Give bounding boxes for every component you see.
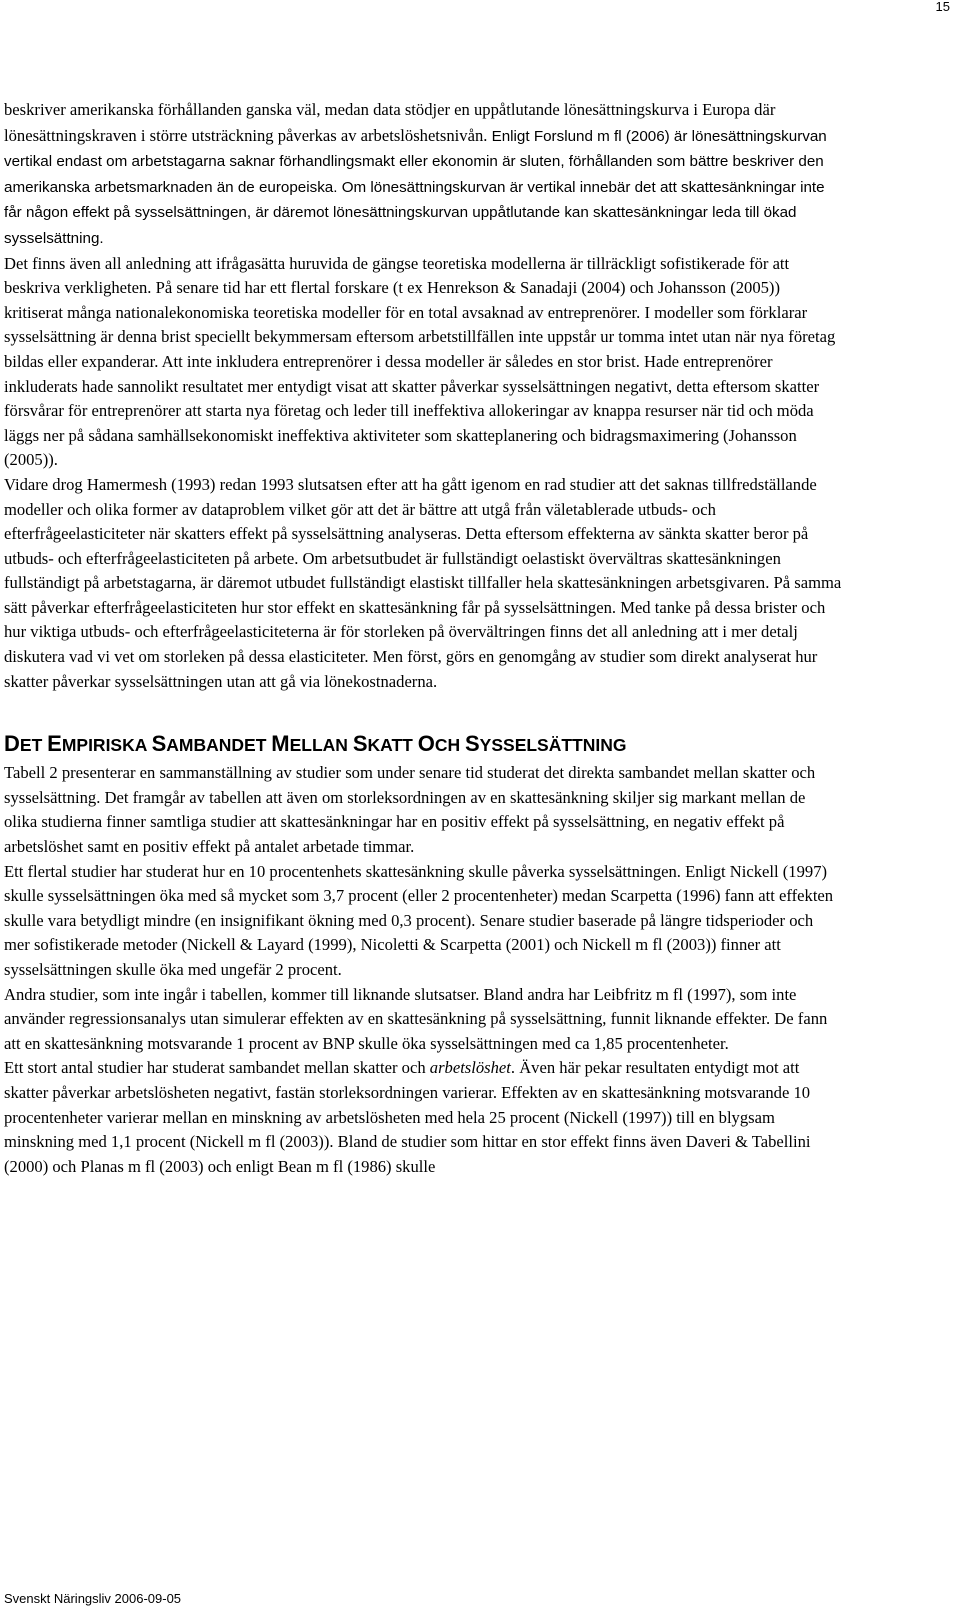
- paragraph-arbetsloshet-after: . Även här pekar resultaten entydigt mot att skatter påverkar arbetslösheten negativt, fastän storleksordningen varierar. Effekten av en skattesänkning motsvarande 10 procentenheter varierar mellan en minskning av arbetslösheten med hela 25 procent (Nickell (1997)) till en blygsam minskning med 1,1 procent (Nickell m fl (2003)). Bland de studier som hittar en stor effekt finns även Daveri & Tabellini (2000) och Planas m fl (2003) och enligt Bean m fl (1986) skulle: [4, 1058, 811, 1176]
- paragraph-arbetsloshet: [4, 1056, 842, 1179]
- paragraph-andra-studier: Andra studier, som inte ingår i tabellen, kommer till liknande slutsatser. Bland andra har Leibfritz m fl (1997), som inte använder regressionsanalys utan simulerar effekten av en skattesänkning på sysselsättning, funnit liknande effekter. De fann att en skattesänkning motsvarande 1 procent av BNP skulle öka sysselsättningen med ca 1,85 procentenheter.: [4, 984, 828, 1053]
- paragraph-arbetsloshet-italic: arbetslöshet: [429, 1058, 511, 1078]
- heading-rest: ET: [19, 735, 48, 756]
- heading-cap: M: [271, 731, 290, 757]
- heading-rest: KATT: [367, 735, 418, 756]
- document-body: [4, 98, 842, 1179]
- heading-rest: ELLAN: [289, 735, 353, 756]
- heading-rest: AMBANDET: [166, 735, 272, 756]
- paragraph-models: Det finns även all anledning att ifrågasätta huruvida de gängse teoretiska modellerna är tillräckligt sofistikerade för att beskriva verkligheten. På senare tid har ett flertal forskare (t ex Henrekson & Sanadaji (2004) och Johansson (2005)) kritiserat många nationalekonomiska teoretiska modeller för en total avsaknad av entreprenörer. I modeller som förklarar sysselsättning är denna brist speciellt bekymmersam eftersom arbetstillfällen inte uppstår ur tomma intet utan när nya företag bildas eller expanderar. Att inte inkludera entreprenörer i dessa modeller är således en stor brist. Hade entreprenörer inkluderats hade sannolikt resultatet mer entydigt visat att skatter påverkar sysselsättningen negativt, detta eftersom skatter försvårar för entreprenörer att starta nya företag och leder till ineffektiva allokeringar av knappa resurser när tid och möda läggs ner på sådana samhällsekonomiskt ineffektiva aktiviteter som skatteplanering och bidragsmaximering (Johansson (2005)).: [4, 253, 836, 470]
- heading-cap: S: [151, 731, 167, 757]
- paragraph-sysselsattning: Ett flertal studier har studerat hur en 10 procentenhets skattesänkning skulle påverka sysselsättningen. Enligt Nickell (1997) skulle sysselsättningen öka med så mycket som 3,7 procent (eller 2 procentenheter) medan Scarpetta (1996) fann att effekten skulle vara betydligt mindre (en insignifikant ökning med 0,3 procent). Senare studier baserade på längre tidsperioder och mer sofistikerade metoder (Nickell & Layard (1999), Nicoletti & Scarpetta (2001) och Nickell m fl (2003)) finner att sysselsättningen skulle öka med ungefär 2 procent.: [4, 861, 834, 979]
- heading-cap: E: [47, 731, 62, 757]
- section-heading: [4, 732, 842, 757]
- paragraph-intro: [4, 98, 842, 252]
- heading-rest: CH: [434, 735, 465, 756]
- paragraph-tabell: Tabell 2 presenterar en sammanställning av studier som under senare tid studerat det direkta sambandet mellan skatter och sysselsättning. Det framgår av tabellen att även om storleksordningen av en skattesänkning skiljer sig markant mellan de olika studierna finner samtliga studier att skattesänkningar har en positiv effekt på sysselsättning, en negativ effekt på arbetslöshet samt en positiv effekt på antalet arbetade timmar.: [4, 763, 816, 857]
- heading-rest: YSSELSÄTTNING: [479, 735, 627, 756]
- page-footer: Svenskt Näringsliv 2006-09-05: [4, 1591, 182, 1606]
- heading-cap: S: [352, 731, 368, 757]
- paragraph-intro-part-a: beskriver amerikanska förhållanden ganska väl, medan data stödjer en uppåtlutande lönesättningskurva i Europa där lönesättningskraven i större utsträckning påverkas av arbetslöshetsnivån.: [4, 100, 776, 145]
- heading-cap: S: [464, 731, 480, 757]
- paragraph-hamermesh: Vidare drog Hamermesh (1993) redan 1993 slutsatsen efter att ha gått igenom en rad studier att det saknas tillfredställande modeller och olika former av dataproblem vilket gör att det är bättre att utgå från väletablerade utbuds- och efterfrågeelasticiteter när skatters effekt på sysselsättning analyseras. Detta eftersom effekterna av sänkta skatter beror på utbuds- och efterfrågeelasticiteten på arbete. Om arbetsutbudet är fullständigt oelastiskt övervältras skattesänkningen fullständigt på arbetstagarna, är däremot utbudet fullständigt elastiskt tillfaller hela skattesänkningen arbetsgivaren. På samma sätt påverkar efterfrågeelasticiteten hur stor effekt en skattesänkning får på sysselsättningen. Med tanke på dessa brister och hur viktiga utbuds- och efterfrågeelasticiteterna är för storleken på övervältringen finns det all anledning att i mer detalj diskutera vad vi vet om storleken på dessa elasticiteter. Men först, görs en genomgång av studier som direkt analyserat hur skatter påverkar sysselsättningen utan att gå via lönekostnaderna.: [4, 474, 842, 691]
- paragraph-arbetsloshet-before: Ett stort antal studier har studerat sambandet mellan skatter och: [4, 1058, 430, 1078]
- heading-cap: D: [4, 731, 20, 757]
- heading-cap: O: [417, 731, 435, 757]
- page-number: 15: [935, 0, 950, 14]
- heading-rest: MPIRISKA: [61, 735, 152, 756]
- paragraph-intro-part-b: Enligt Forslund m fl (2006) är lönesättningskurvan vertikal endast om arbetstagarna saknar förhandlingsmakt eller ekonomin är sluten, förhållanden som bättre beskriver den amerikanska arbetsmarknaden än de europeiska. Om lönesättningskurvan är vertikal innebär det att skattesänkningar inte får någon effekt på sysselsättningen, är däremot lönesättningskurvan uppåtlutande kan skattesänkningar leda till ökad sysselsättning.: [4, 127, 827, 247]
- paragraph-intro-sans: [4, 102, 827, 247]
